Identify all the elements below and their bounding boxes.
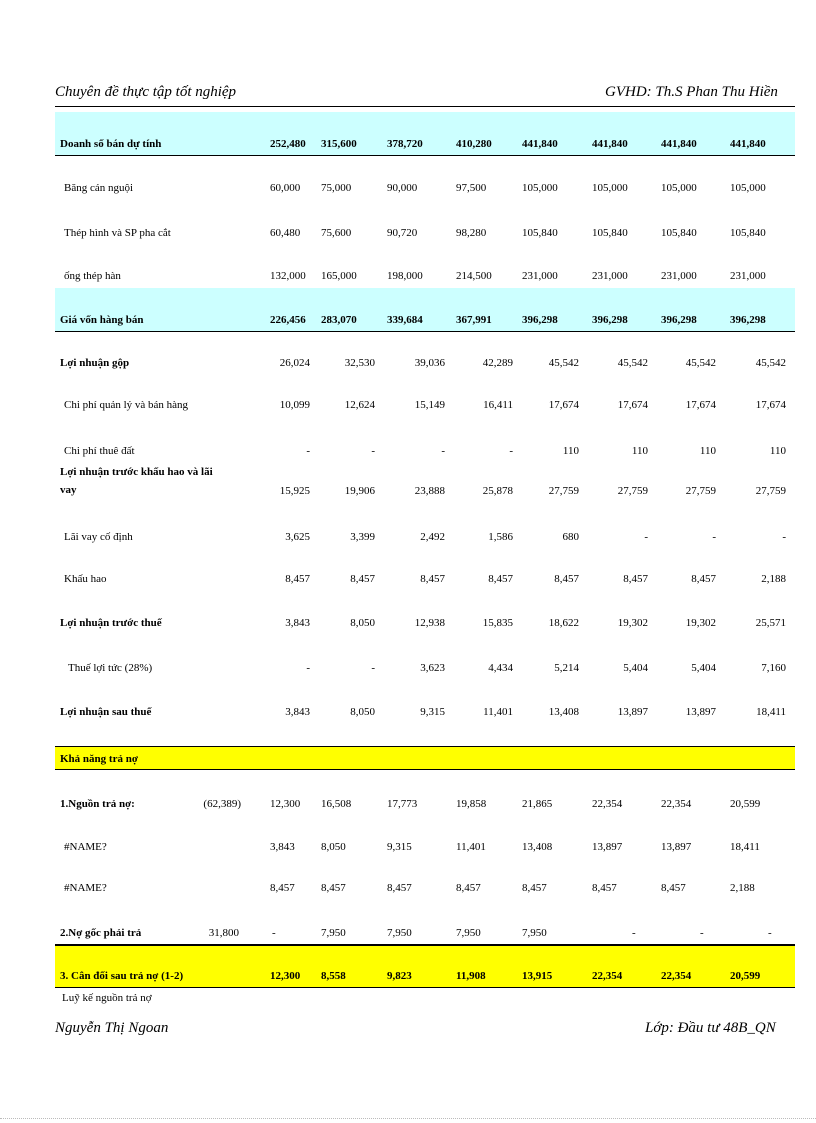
cell: 396,298 bbox=[661, 314, 697, 326]
cell: 11,908 bbox=[456, 970, 486, 982]
row-name-1 bbox=[0, 839, 816, 855]
cell: 105,000 bbox=[592, 182, 628, 194]
cell: 75,000 bbox=[321, 182, 352, 194]
cell: 8,457 bbox=[691, 573, 716, 585]
cell: 22,354 bbox=[661, 970, 692, 982]
cell: - bbox=[509, 445, 513, 457]
cell: 3,399 bbox=[350, 531, 375, 543]
cell: 8,457 bbox=[661, 882, 686, 894]
row-thep-hinh bbox=[0, 225, 816, 241]
cell: 26,024 bbox=[279, 357, 310, 369]
cell: 16,508 bbox=[321, 798, 352, 810]
cell: 39,036 bbox=[414, 357, 445, 369]
cell: 105,000 bbox=[522, 182, 558, 194]
cell: 110 bbox=[631, 445, 648, 457]
cell: 17,674 bbox=[685, 399, 716, 411]
label-cp-ql: Chi phí quản lý và bán hàng bbox=[64, 399, 189, 411]
label-doanh-so: Doanh số bán dự tính bbox=[60, 138, 162, 150]
cell: 15,149 bbox=[414, 399, 445, 411]
cell: 27,759 bbox=[755, 485, 786, 497]
cell: 20,599 bbox=[730, 798, 761, 810]
cell: 18,411 bbox=[730, 841, 760, 853]
cell: 97,500 bbox=[456, 182, 487, 194]
rule-debt-bottom bbox=[55, 769, 795, 770]
row-no-goc bbox=[0, 925, 816, 941]
cell: (62,389) bbox=[203, 798, 241, 810]
cell: 15,925 bbox=[279, 485, 310, 497]
cell: 8,558 bbox=[321, 970, 346, 982]
cell: 21,865 bbox=[522, 798, 553, 810]
cell: 22,354 bbox=[592, 798, 623, 810]
cell: 9,315 bbox=[420, 706, 445, 718]
row-doanh-so bbox=[0, 136, 816, 152]
cell: 367,991 bbox=[456, 314, 492, 326]
cell: 231,000 bbox=[522, 270, 558, 282]
cell: 10,099 bbox=[279, 399, 310, 411]
row-cp-ql bbox=[0, 397, 816, 413]
cell: 441,840 bbox=[661, 138, 697, 150]
cell: 339,684 bbox=[387, 314, 423, 326]
cell: 45,542 bbox=[685, 357, 716, 369]
row-ln-truoc-thue bbox=[0, 615, 816, 631]
cell: 8,050 bbox=[350, 617, 375, 629]
cell: 32,530 bbox=[344, 357, 375, 369]
cell: 2,492 bbox=[420, 531, 445, 543]
row-gia-von bbox=[0, 312, 816, 328]
cell: - bbox=[371, 445, 375, 457]
row-kha-nang bbox=[0, 751, 816, 767]
cell: 110 bbox=[562, 445, 579, 457]
cell: 105,840 bbox=[661, 227, 697, 239]
cell: 8,457 bbox=[387, 882, 412, 894]
cell: 8,457 bbox=[270, 882, 295, 894]
label-ln-truoc-thue: Lợi nhuận trước thuế bbox=[60, 617, 162, 629]
cell: 214,500 bbox=[456, 270, 492, 282]
cell: 105,000 bbox=[661, 182, 697, 194]
cell: 5,214 bbox=[554, 662, 579, 674]
rule-revenue bbox=[55, 155, 795, 156]
cell: 231,000 bbox=[661, 270, 697, 282]
cell: 25,878 bbox=[482, 485, 513, 497]
cell: 17,674 bbox=[755, 399, 786, 411]
cell: 13,408 bbox=[522, 841, 553, 853]
cell: 13,897 bbox=[685, 706, 716, 718]
cell: 9,823 bbox=[387, 970, 412, 982]
cell: 198,000 bbox=[387, 270, 423, 282]
row-ong-thep bbox=[0, 268, 816, 284]
cell: 27,759 bbox=[617, 485, 648, 497]
cell: 17,773 bbox=[387, 798, 418, 810]
cell: 11,401 bbox=[456, 841, 486, 853]
cell: - bbox=[768, 927, 772, 939]
label-thep-hinh: Thép hình và SP pha cắt bbox=[64, 227, 171, 239]
cell: 5,404 bbox=[691, 662, 716, 674]
rule-balance-top bbox=[55, 944, 795, 946]
cell: 45,542 bbox=[548, 357, 579, 369]
cell: - bbox=[632, 927, 636, 939]
cell: - bbox=[441, 445, 445, 457]
cell: 4,434 bbox=[488, 662, 513, 674]
cell: - bbox=[306, 662, 310, 674]
cell: 90,000 bbox=[387, 182, 418, 194]
cell: 5,404 bbox=[623, 662, 648, 674]
cell: 8,457 bbox=[420, 573, 445, 585]
cell: 441,840 bbox=[592, 138, 628, 150]
row-lai-vay bbox=[0, 529, 816, 545]
cell: - bbox=[712, 531, 716, 543]
cell: 19,858 bbox=[456, 798, 487, 810]
header-rule bbox=[55, 106, 795, 107]
cell: - bbox=[700, 927, 704, 939]
cell: 105,840 bbox=[730, 227, 766, 239]
label-kha-nang: Khả năng trả nợ bbox=[60, 753, 138, 765]
cell: 13,897 bbox=[592, 841, 623, 853]
row-can-doi bbox=[0, 968, 816, 984]
cell: - bbox=[644, 531, 648, 543]
cell: 8,457 bbox=[522, 882, 547, 894]
label-ong-thep: ống thép hàn bbox=[64, 270, 121, 282]
cell: 25,571 bbox=[755, 617, 786, 629]
cell: 17,674 bbox=[617, 399, 648, 411]
cell: 13,408 bbox=[548, 706, 579, 718]
row-ln-truoc-kh bbox=[0, 465, 816, 499]
cell: 22,354 bbox=[661, 798, 692, 810]
label-name-2: #NAME? bbox=[64, 882, 107, 894]
label-ln-truoc-kh-line2: vay bbox=[60, 484, 77, 496]
page-bottom-dotted-rule bbox=[0, 1118, 816, 1119]
cell: - bbox=[306, 445, 310, 457]
cell: 45,542 bbox=[617, 357, 648, 369]
cell: 8,457 bbox=[554, 573, 579, 585]
cell: 17,674 bbox=[548, 399, 579, 411]
cell: 132,000 bbox=[270, 270, 306, 282]
cell: 396,298 bbox=[592, 314, 628, 326]
row-nguon-tra-no bbox=[0, 796, 816, 812]
cell: 12,624 bbox=[344, 399, 375, 411]
cell: 2,188 bbox=[761, 573, 786, 585]
cell: 1,586 bbox=[488, 531, 513, 543]
row-khau-hao bbox=[0, 571, 816, 587]
row-name-2 bbox=[0, 880, 816, 896]
cell: 441,840 bbox=[522, 138, 558, 150]
cell: 252,480 bbox=[270, 138, 306, 150]
cell: 23,888 bbox=[414, 485, 445, 497]
cell: 8,457 bbox=[456, 882, 481, 894]
cell: 22,354 bbox=[592, 970, 623, 982]
cell: 105,840 bbox=[592, 227, 628, 239]
cell: 378,720 bbox=[387, 138, 423, 150]
cell: 11,401 bbox=[483, 706, 513, 718]
cell: 19,302 bbox=[685, 617, 716, 629]
cell: 283,070 bbox=[321, 314, 357, 326]
header-right-advisor: GVHD: Th.S Phan Thu Hiền bbox=[605, 84, 778, 100]
cell: 105,000 bbox=[730, 182, 766, 194]
cell: 3,843 bbox=[285, 617, 310, 629]
cell: 18,411 bbox=[756, 706, 786, 718]
cell: 19,302 bbox=[617, 617, 648, 629]
cell: 3,843 bbox=[270, 841, 295, 853]
cell: 680 bbox=[562, 531, 579, 543]
cell: 13,897 bbox=[617, 706, 648, 718]
cell: 8,457 bbox=[350, 573, 375, 585]
cell: - bbox=[272, 927, 276, 939]
label-no-goc: 2.Nợ gốc phải trả bbox=[60, 927, 142, 939]
cumulative-note: Luỹ kế nguồn trả nợ bbox=[62, 992, 152, 1004]
row-thue bbox=[0, 660, 816, 676]
cell: 315,600 bbox=[321, 138, 357, 150]
row-cp-thue-dat bbox=[0, 443, 816, 459]
label-name-1: #NAME? bbox=[64, 841, 107, 853]
cell: 8,457 bbox=[321, 882, 346, 894]
cell: 13,915 bbox=[522, 970, 553, 982]
cell: 20,599 bbox=[730, 970, 761, 982]
cell: 13,897 bbox=[661, 841, 692, 853]
label-khau-hao: Khấu hao bbox=[64, 573, 107, 585]
cell: 27,759 bbox=[685, 485, 716, 497]
cell: 15,835 bbox=[482, 617, 513, 629]
cell: 165,000 bbox=[321, 270, 357, 282]
cell: 16,411 bbox=[483, 399, 513, 411]
cell: 12,300 bbox=[270, 970, 301, 982]
cell: 42,289 bbox=[482, 357, 513, 369]
cell: 441,840 bbox=[730, 138, 766, 150]
cell: 3,623 bbox=[420, 662, 445, 674]
cell: 110 bbox=[769, 445, 786, 457]
label-can-doi: 3. Cân đối sau trả nợ (1-2) bbox=[60, 970, 184, 982]
header-left-title: Chuyên đề thực tập tốt nghiệp bbox=[55, 84, 237, 100]
rule-debt-top bbox=[55, 746, 795, 747]
rule-cogs bbox=[55, 331, 795, 332]
label-nguon-tra-no: 1.Nguồn trả nợ: bbox=[60, 798, 135, 810]
cell: 12,938 bbox=[414, 617, 445, 629]
row-bang-can bbox=[0, 180, 816, 196]
cell: 231,000 bbox=[592, 270, 628, 282]
rule-balance-bottom bbox=[55, 987, 795, 988]
cell: 396,298 bbox=[730, 314, 766, 326]
label-cp-thue-dat: Chi phí thuê đất bbox=[64, 445, 135, 457]
cell: 226,456 bbox=[270, 314, 306, 326]
cell: 105,840 bbox=[522, 227, 558, 239]
cell: 90,720 bbox=[387, 227, 418, 239]
row-ln-gop bbox=[0, 355, 816, 371]
cell: 8,050 bbox=[321, 841, 346, 853]
cell: 7,950 bbox=[387, 927, 412, 939]
cell: 12,300 bbox=[270, 798, 301, 810]
cell: 110 bbox=[699, 445, 716, 457]
cell: 98,280 bbox=[456, 227, 487, 239]
cell: - bbox=[782, 531, 786, 543]
cell: 31,800 bbox=[208, 927, 239, 939]
cell: 8,457 bbox=[592, 882, 617, 894]
cell: 18,622 bbox=[548, 617, 579, 629]
cell: 2,188 bbox=[730, 882, 755, 894]
cell: 231,000 bbox=[730, 270, 766, 282]
cell: 60,480 bbox=[270, 227, 301, 239]
cell: 8,457 bbox=[285, 573, 310, 585]
label-thue: Thuế lợi tức (28%) bbox=[68, 662, 153, 674]
cell: 3,625 bbox=[285, 531, 310, 543]
label-ln-gop: Lợi nhuận gộp bbox=[60, 357, 130, 369]
cell: 396,298 bbox=[522, 314, 558, 326]
cell: 7,950 bbox=[456, 927, 481, 939]
cell: 410,280 bbox=[456, 138, 492, 150]
label-ln-truoc-kh-line1: Lợi nhuận trước khấu hao và lãi bbox=[60, 466, 213, 478]
footer-author: Nguyễn Thị Ngoan bbox=[55, 1020, 169, 1036]
cell: 19,906 bbox=[344, 485, 375, 497]
label-lai-vay: Lãi vay cố định bbox=[64, 531, 133, 543]
cell: 9,315 bbox=[387, 841, 412, 853]
cell: 7,950 bbox=[522, 927, 547, 939]
cell: 7,160 bbox=[761, 662, 786, 674]
cell: 8,457 bbox=[623, 573, 648, 585]
cell: 7,950 bbox=[321, 927, 346, 939]
label-gia-von: Giá vốn hàng bán bbox=[60, 314, 144, 326]
row-ln-sau-thue bbox=[0, 704, 816, 720]
cell: 3,843 bbox=[285, 706, 310, 718]
cell: - bbox=[371, 662, 375, 674]
cell: 27,759 bbox=[548, 485, 579, 497]
cell: 45,542 bbox=[755, 357, 786, 369]
label-bang-can: Băng cán nguội bbox=[64, 182, 134, 194]
cell: 8,457 bbox=[488, 573, 513, 585]
cell: 75,600 bbox=[321, 227, 352, 239]
footer-class: Lớp: Đầu tư 48B_QN bbox=[645, 1020, 776, 1036]
label-ln-sau-thue: Lợi nhuận sau thuế bbox=[60, 706, 152, 718]
cell: 8,050 bbox=[350, 706, 375, 718]
cell: 60,000 bbox=[270, 182, 301, 194]
